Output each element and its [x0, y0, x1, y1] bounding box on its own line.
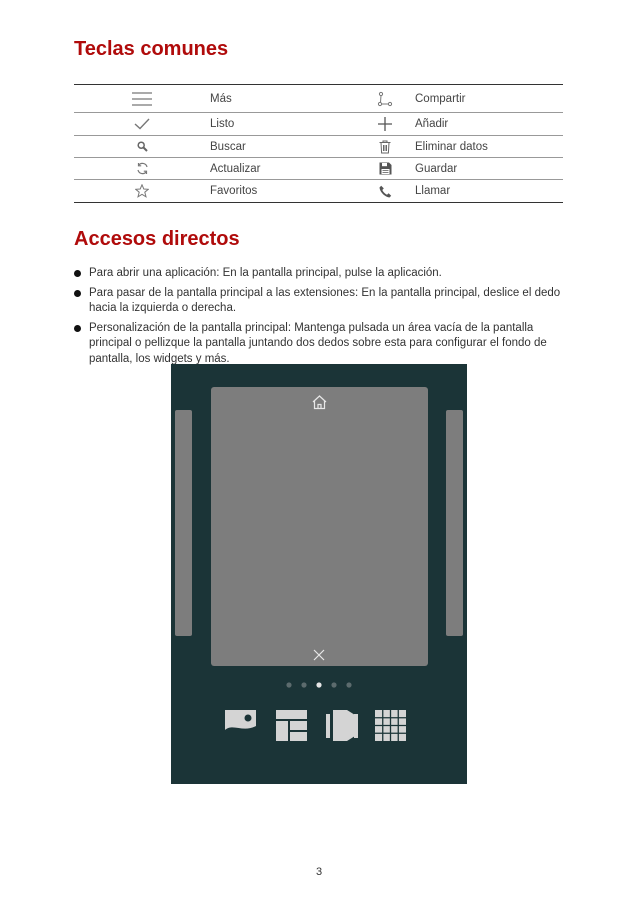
- key-label: Añadir: [415, 118, 449, 130]
- table-row: [74, 113, 563, 136]
- list-item: Personalización de la pantalla principal: Mantenga pulsada un área vacía de la pantalla principal o pellizque la pantalla juntando dos dedos sobre esta para configurar el fondo de pantalla, los widgets y más.: [74, 321, 564, 368]
- home-screen-editor-screenshot: [171, 364, 467, 784]
- search-icon: [137, 141, 148, 152]
- page-dot: [301, 682, 306, 687]
- share-icon: [377, 91, 393, 107]
- page-indicator: [286, 682, 351, 687]
- page-dot: [331, 682, 336, 687]
- section-title-keys: Teclas comunes: [74, 38, 229, 60]
- page-dot: [286, 682, 291, 687]
- bullet-icon: [74, 290, 81, 297]
- shortcuts-list: [74, 266, 564, 371]
- table-row: [74, 180, 563, 203]
- transitions-icon: [326, 710, 358, 741]
- list-item: Para abrir una aplicación: En la pantalla principal, pulse la aplicación.: [74, 266, 564, 282]
- table-row: [74, 85, 563, 113]
- list-item: Para pasar de la pantalla principal a las extensiones: En la pantalla principal, deslice el dedo hacia la izquierda o derecha.: [74, 286, 564, 317]
- section-title-shortcuts: Accesos directos: [74, 228, 240, 250]
- home-screen-panel: [211, 387, 428, 666]
- screenshot-illustration: [171, 364, 467, 784]
- left-extension-panel: [175, 410, 192, 636]
- trash-icon: [379, 140, 391, 154]
- key-label: Más: [210, 92, 232, 105]
- star-icon: [135, 184, 149, 198]
- key-label: Listo: [210, 118, 235, 130]
- save-icon: [379, 162, 392, 175]
- key-label: Favoritos: [210, 185, 258, 197]
- key-label: Buscar: [210, 140, 246, 153]
- grid-icon: [375, 710, 406, 741]
- key-label: Actualizar: [210, 162, 261, 175]
- page-number: 3: [315, 866, 323, 878]
- bullet-icon: [74, 270, 81, 277]
- check-icon: [134, 118, 150, 130]
- widgets-icon: [276, 710, 307, 741]
- plus-icon: [378, 117, 392, 131]
- page-dot: [346, 682, 351, 687]
- table-row: [74, 136, 563, 158]
- bullet-icon: [74, 325, 81, 332]
- phone-icon: [379, 185, 392, 198]
- key-label: Eliminar datos: [415, 140, 488, 153]
- key-label: Compartir: [415, 92, 466, 105]
- table-row: [74, 158, 563, 180]
- menu-icon: [132, 92, 152, 106]
- wallpaper-icon: [225, 710, 256, 741]
- refresh-icon: [136, 162, 149, 175]
- right-extension-panel: [446, 410, 463, 636]
- key-label: Llamar: [415, 185, 451, 197]
- common-keys-table: [74, 84, 563, 203]
- page-dot-active: [316, 682, 321, 687]
- key-label: Guardar: [415, 162, 458, 175]
